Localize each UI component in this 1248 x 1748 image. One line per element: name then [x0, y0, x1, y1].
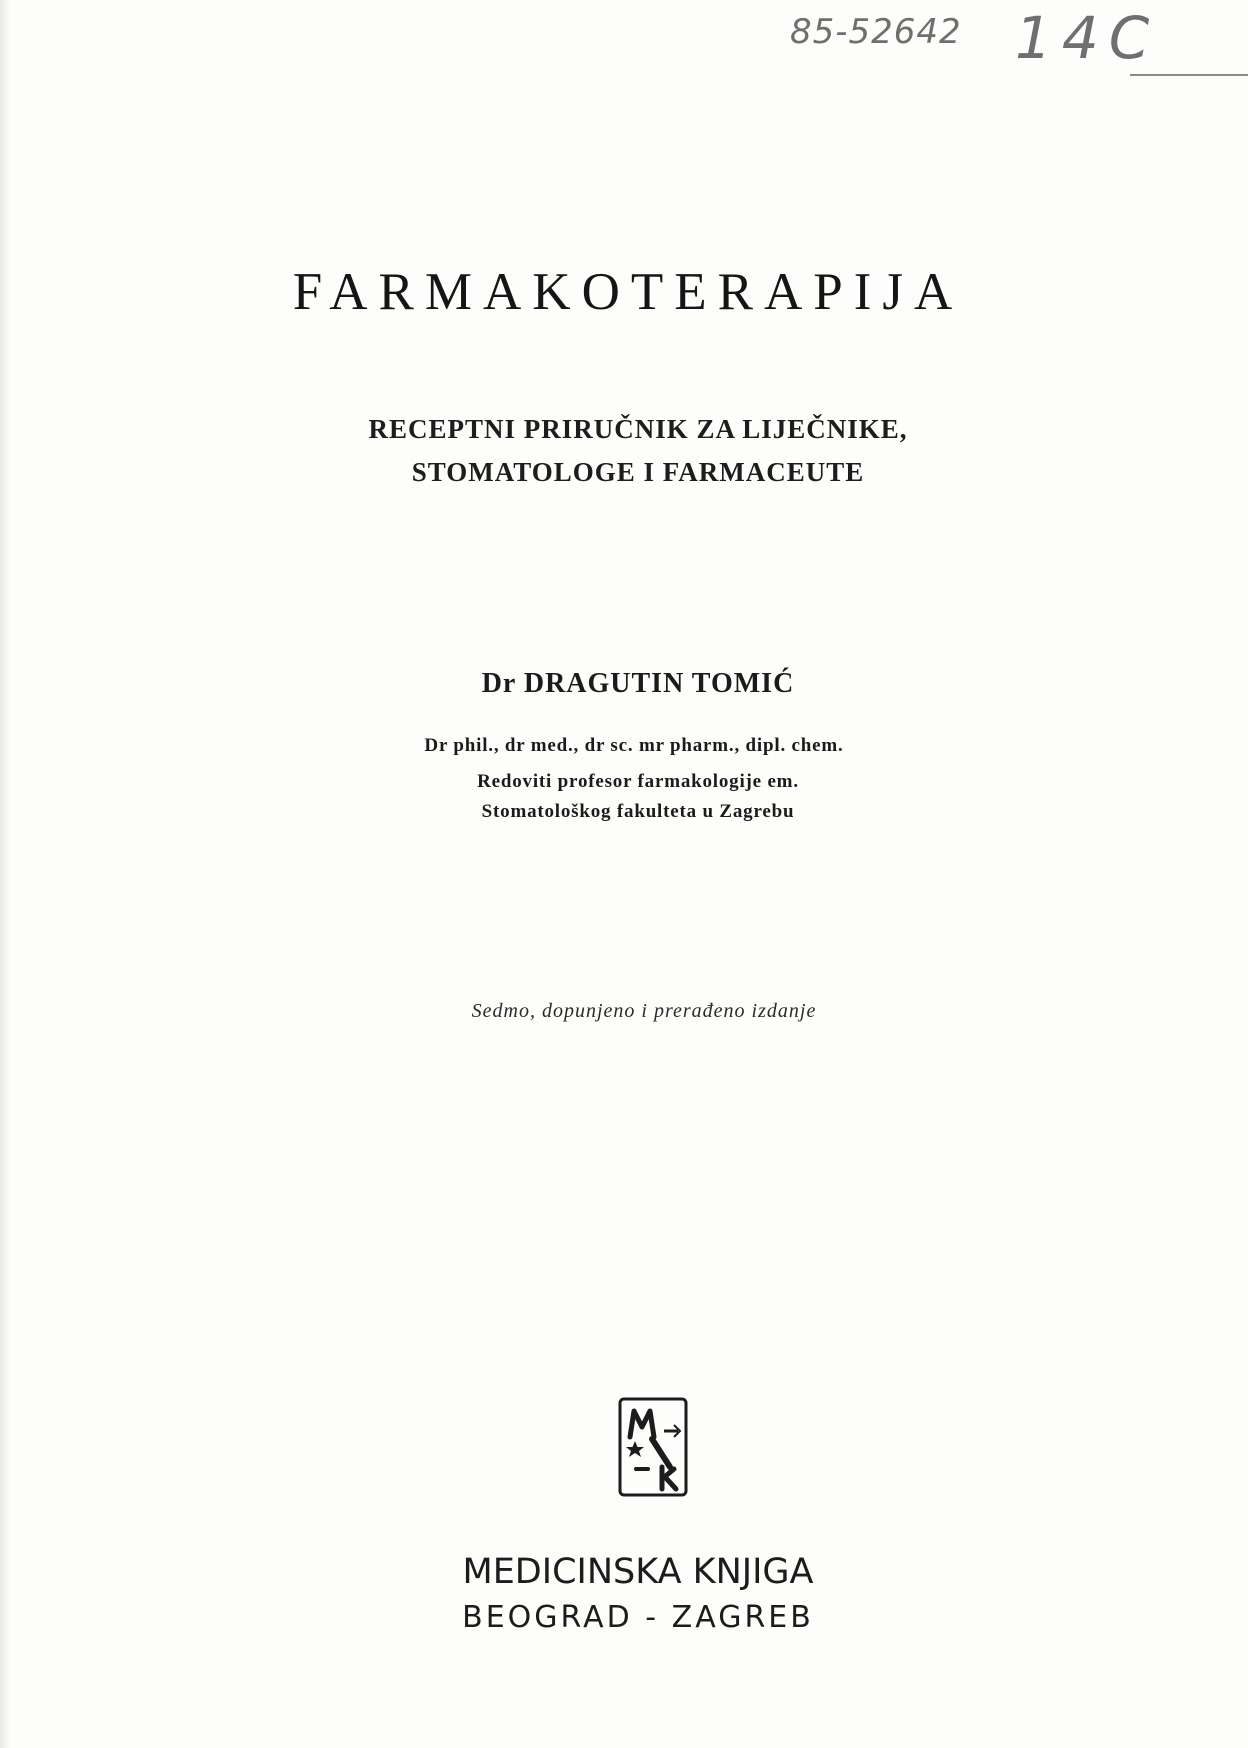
- author-credentials: Dr phil., dr med., dr sc. mr pharm., dipl. chem.: [424, 735, 844, 756]
- author-name: Dr DRAGUTIN TOMIĆ: [481, 668, 795, 699]
- subtitle-line-2: STOMATOLOGE I FARMACEUTE: [411, 457, 865, 487]
- handwritten-underline: [1130, 74, 1248, 76]
- publisher-logo-icon: [618, 1397, 688, 1497]
- publisher-name: MEDICINSKA KNJIGA: [462, 1552, 814, 1592]
- handwritten-shelf-code: 14C: [1015, 4, 1160, 72]
- author-institution: Stomatološkog fakulteta u Zagrebu: [481, 801, 795, 822]
- edition-note: Sedmo, dopunjeno i prerađeno izdanje: [471, 1000, 817, 1022]
- handwritten-catalog-number: 85-52642: [790, 12, 962, 52]
- book-title: FARMAKOTERAPIJA: [292, 263, 964, 321]
- author-position: Redoviti profesor farmakologije em.: [477, 771, 799, 792]
- publisher-cities: BEOGRAD - ZAGREB: [462, 1600, 814, 1635]
- subtitle-line-1: RECEPTNI PRIRUČNIK ZA LIJEČNIKE,: [368, 414, 908, 444]
